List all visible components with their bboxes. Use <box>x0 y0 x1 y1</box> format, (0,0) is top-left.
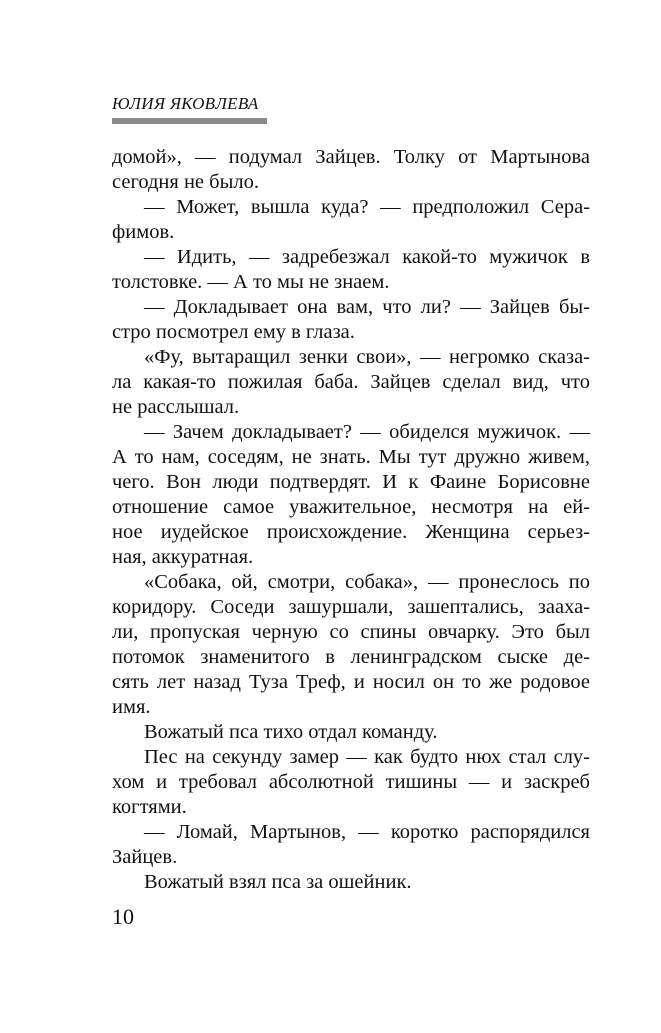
text-line: — Идить, — задребезжал какой-то мужичок в <box>144 246 590 268</box>
author-name: ЮЛИЯ ЯКОВЛЕВА <box>112 94 259 113</box>
page-number: 10 <box>112 904 134 929</box>
text-line: А то нам, соседям, не знать. Мы тут дружно живем, <box>112 446 590 468</box>
text-line: когтями. <box>112 796 187 818</box>
text-line: потомок знаменитого в ленинградском сыске де- <box>112 646 590 668</box>
text-line: ли, пропуская черную со спины овчарку. Это был <box>112 621 590 643</box>
text-line: стро посмотрел ему в глаза. <box>112 321 355 343</box>
text-line: ла какая-то пожилая баба. Зайцев сделал вид, что <box>112 371 590 393</box>
text-line: — Докладывает она вам, что ли? — Зайцев бы- <box>144 296 590 318</box>
text-line: — Ломай, Мартынов, — коротко распорядился <box>144 821 590 843</box>
text-line: Вожатый пса тихо отдал команду. <box>144 721 438 743</box>
text-line: толстовке. — А то мы не знаем. <box>112 271 390 293</box>
text-line: домой», — подумал Зайцев. Толку от Мартынова <box>112 146 590 168</box>
text-line: сять лет назад Туза Треф, и носил он то же родовое <box>112 671 590 693</box>
body-text <box>112 145 590 895</box>
text-line: коридору. Соседи зашуршали, зашептались, зааха- <box>112 596 590 618</box>
text-line: хом и требовал абсолютной тишины — и заскреб <box>112 771 590 793</box>
text-line: не расслышал. <box>112 396 240 418</box>
running-header <box>112 94 272 124</box>
text-line: Вожатый взял пса за ошейник. <box>144 871 412 893</box>
text-line: Зайцев. <box>112 846 178 868</box>
text-line: — Может, вышла куда? — предположил Сера- <box>144 196 590 218</box>
text-line: фимов. <box>112 221 175 243</box>
text-line: ное иудейское происхождение. Женщина серьез- <box>112 521 590 543</box>
text-line: отношение самое уважительное, несмотря на ей- <box>112 496 590 518</box>
text-line: «Фу, вытаращил зенки свои», — негромко сказа- <box>144 346 590 368</box>
text-line: имя. <box>112 696 151 718</box>
text-line: — Зачем докладывает? — обиделся мужичок. — <box>144 421 590 443</box>
text-line: ная, аккуратная. <box>112 546 254 568</box>
text-line: чего. Вон люди подтвердят. И к Фаине Борисовне <box>112 471 590 493</box>
text-line: сегодня не было. <box>112 171 259 193</box>
text-line: «Собака, ой, смотри, собака», — пронеслось по <box>144 571 590 593</box>
header-rule <box>112 118 267 124</box>
text-line: Пес на секунду замер — как будто нюх стал слу- <box>144 746 590 768</box>
